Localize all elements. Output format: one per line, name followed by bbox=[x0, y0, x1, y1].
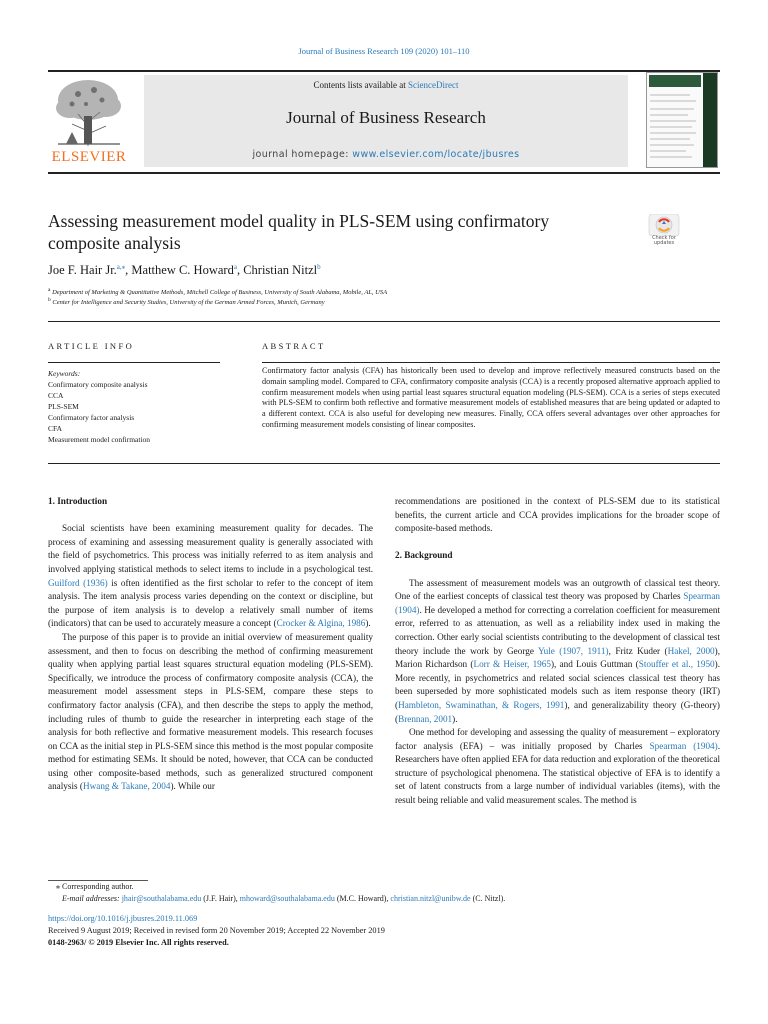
masthead-bottom-rule bbox=[48, 172, 720, 174]
author-separator: , bbox=[125, 263, 132, 277]
abstract-rule bbox=[262, 362, 720, 363]
author-list bbox=[48, 263, 321, 278]
paragraph-text: The assessment of measurement models was an outgrowth of classical test theory. One of the earliest concepts of classical test theory was proposed by Charles bbox=[395, 577, 720, 602]
journal-cover-thumbnail[interactable] bbox=[646, 72, 718, 168]
paragraph-text: , Fritz Kuder ( bbox=[608, 645, 668, 656]
cover-header-block bbox=[649, 75, 701, 87]
journal-name: Journal of Business Research bbox=[286, 108, 486, 127]
citation-link[interactable]: Hwang & Takane, 2004 bbox=[82, 781, 171, 792]
elsevier-tree-icon bbox=[48, 76, 130, 148]
body-column-left bbox=[48, 495, 373, 794]
footnote-rule bbox=[48, 880, 148, 881]
masthead-top-rule bbox=[48, 70, 720, 72]
copyright-notice: 0148-2963/ © 2019 Elsevier Inc. All rights reserved. bbox=[48, 938, 229, 947]
affiliation-a bbox=[48, 286, 668, 296]
corresponding-author-note: ⁎ Corresponding author. bbox=[56, 882, 134, 891]
contents-prefix: Contents lists available at bbox=[313, 80, 408, 90]
citation-link[interactable]: Hambleton, Swaminathan, & Rogers, 1991 bbox=[398, 699, 565, 710]
author-affiliation-marker[interactable]: a bbox=[233, 262, 237, 271]
paragraph-intro-2 bbox=[48, 631, 373, 794]
keyword-item: Measurement model confirmation bbox=[48, 435, 151, 444]
paragraph-intro-1 bbox=[48, 522, 373, 631]
paragraph-background-2 bbox=[395, 726, 720, 808]
affiliation-text: Center for Intelligence and Security Studies, University of the German Armed Forces, Munich, Germany bbox=[52, 299, 325, 306]
paragraph-text: ). bbox=[452, 713, 458, 724]
section-heading-introduction: 1. Introduction bbox=[48, 496, 108, 506]
paragraph-text: One method for developing and assessing the quality of measurement – exploratory factor analysis (EFA) – was initially proposed by Charles bbox=[395, 727, 720, 751]
cover-side-stripe bbox=[703, 73, 717, 168]
homepage-link[interactable]: www.elsevier.com/locate/jbusres bbox=[352, 149, 520, 160]
paragraph-text: ). More recently, in psychometrics and related social sciences classical test theory has been superseded by more sophisticated models such as item response theory (IRT) ( bbox=[395, 659, 720, 710]
cover-text-lines bbox=[650, 91, 700, 165]
email-link[interactable]: jhair@southalabama.edu bbox=[121, 894, 202, 903]
paragraph-text: is often identified as the first scholar to refer to the concept of item analysis. The item analysis process varies depending on the context or discipline, but the purpose of item analysis is to develop a relatively small number of items (indicators) that can be used to accurately measure a concept ( bbox=[48, 577, 373, 629]
abstract-heading: ABSTRACT bbox=[262, 341, 326, 351]
elsevier-logo bbox=[48, 76, 130, 166]
elsevier-wordmark: ELSEVIER bbox=[51, 149, 127, 165]
citation-link[interactable]: Crocker & Algina, 1986 bbox=[276, 618, 366, 629]
abstract-text: Confirmatory factor analysis (CFA) has historically been used to develop and improve reflectively measured constructs based on the domain sampling model. Compared to CFA, confirmatory composite analysis (CCA) is a recently proposed alternative approach applied to confirm measurement models when using partial least squares structural equation modeling (PLS-SEM). CCA is a series of steps executed with PLS-SEM to confirm both reflective and formative measurement models of established measures that are being updated or adapted to a different context. CCA is also useful for developing new measures. Finally, CCA offers several advantages over other approaches for confirming measurement models consisting of linear composites. bbox=[262, 366, 720, 429]
keyword-item: CCA bbox=[48, 391, 64, 400]
email-link[interactable]: christian.nitzl@unibw.de bbox=[390, 894, 471, 903]
keyword-item: PLS-SEM bbox=[48, 402, 79, 411]
keyword-item: CFA bbox=[48, 424, 63, 433]
email-owner: (C. Nitzl). bbox=[470, 894, 506, 903]
citation-link[interactable]: Lorr & Heiser, 1965 bbox=[473, 659, 551, 670]
paragraph-intro-2-continued bbox=[395, 495, 720, 536]
citation-link[interactable]: Yule (1907, 1911) bbox=[538, 645, 609, 656]
paragraph-background-1 bbox=[395, 577, 720, 727]
citation-link[interactable]: Spearman (1904) bbox=[395, 591, 720, 615]
received-dates: Received 9 August 2019; Received in revised form 20 November 2019; Accepted 22 November 2019 bbox=[48, 926, 385, 935]
paragraph-text: ), Marion Richardson ( bbox=[395, 645, 721, 670]
homepage-label: journal homepage: bbox=[252, 149, 353, 160]
doi-link[interactable]: https://doi.org/10.1016/j.jbusres.2019.11.069 bbox=[48, 914, 198, 923]
keywords-list bbox=[48, 379, 150, 445]
check-updates-icon bbox=[646, 214, 682, 236]
author-affiliation-marker[interactable]: b bbox=[317, 262, 321, 271]
keywords-label: Keywords: bbox=[48, 369, 81, 378]
citation-link[interactable]: Hakel, 2000 bbox=[667, 645, 715, 656]
article-title: Assessing measurement model quality in PLS-SEM using confirmatory composite analysis bbox=[48, 211, 550, 253]
keyword-item: Confirmatory composite analysis bbox=[48, 380, 148, 389]
affiliation-key: a bbox=[48, 286, 51, 293]
article-info-rule bbox=[48, 362, 220, 363]
paragraph-text: ). bbox=[365, 618, 371, 629]
affiliation-key: b bbox=[48, 296, 51, 303]
article-meta-top-rule bbox=[48, 321, 720, 322]
paragraph-text: . He developed a method for correcting a correlation coefficient for measurement error, referred to as attenuation, as well as a reliability index used in making the correction. Other early social scientists contributing to the development of classical test theory include the work by George bbox=[395, 604, 720, 656]
masthead-banner bbox=[144, 75, 628, 167]
author-name[interactable]: Matthew C. Howard bbox=[131, 263, 234, 277]
check-updates-label: Check for updates bbox=[652, 235, 676, 246]
paragraph-text: ). While our bbox=[170, 781, 215, 792]
journal-reference[interactable]: Journal of Business Research 109 (2020) 101–110 bbox=[298, 46, 470, 56]
paragraph-text: ), and generalizability theory (G-theory) ( bbox=[395, 699, 720, 724]
citation-link[interactable]: Brennan, 2001 bbox=[398, 713, 453, 724]
citation-link[interactable]: Stouffer et al., 1950 bbox=[638, 659, 715, 670]
article-info-heading: ARTICLE INFO bbox=[48, 341, 135, 351]
paragraph-text: recommendations are positioned in the context of PLS-SEM due to its statistical benefits, the current article and CCA provides implications for the broader scope of composite-based methods. bbox=[395, 496, 720, 534]
author-name[interactable]: Christian Nitzl bbox=[243, 263, 318, 277]
body-column-right bbox=[395, 495, 720, 808]
journal-homepage-line bbox=[144, 149, 628, 160]
email-list bbox=[122, 894, 506, 903]
email-link[interactable]: mhoward@southalabama.edu bbox=[239, 894, 335, 903]
keyword-item: Confirmatory factor analysis bbox=[48, 413, 135, 422]
section-heading-background: 2. Background bbox=[395, 550, 453, 561]
paragraph-text: . Researchers have often applied EFA for data reduction and exploration of the theoretical structure of psychological phenomena. The statistical objective of EFA is to identify a set of latent constructs from a large number of individual variables (items), with the result being reliable and valid measurement scales. The method is bbox=[395, 740, 720, 806]
author-affiliation-marker[interactable]: a,⁎ bbox=[116, 262, 126, 271]
paragraph-text: The purpose of this paper is to provide an initial overview of measurement quality assessment, and then to focus on describing the method of confirming measurement quality when applying partial least squares structural equation modeling (PLS-SEM). Specifically, we introduce the process of confirmatory composite analysis (CCA), the measurement model assessment steps in PLS-SEM, compare these steps to confirmatory factor analysis (CFA), and then describe the steps to apply the method, including rules of thumb to guide the researcher in interpreting each stage of the analysis for both reflective and formative measurement models. This research focuses on CCA as the initial step in PLS-SEM since this method is the most popular composite method for estimating SEMs. It should be noted, however, that CCA can be conducted using other composite-based methods, such as generalized structured component analysis ( bbox=[48, 631, 373, 792]
author-separator: , bbox=[236, 263, 244, 277]
email-label: E-mail addresses: bbox=[62, 894, 122, 903]
contents-available-line bbox=[144, 80, 628, 90]
citation-link[interactable]: Guilford (1936) bbox=[48, 577, 108, 588]
affiliation-b bbox=[48, 296, 668, 306]
check-for-updates-badge[interactable] bbox=[646, 214, 682, 250]
email-owner: (J.F. Hair), bbox=[201, 894, 240, 903]
author-name[interactable]: Joe F. Hair Jr. bbox=[48, 263, 117, 277]
email-addresses-note bbox=[62, 894, 505, 903]
sciencedirect-link[interactable]: ScienceDirect bbox=[408, 80, 459, 90]
affiliation-text: Department of Marketing & Quantitative Methods, Mitchell College of Business, University of South Alabama, Mobile, AL, USA bbox=[52, 289, 388, 296]
email-owner: (M.C. Howard), bbox=[334, 894, 391, 903]
citation-link[interactable]: Spearman (1904) bbox=[649, 740, 718, 751]
paragraph-text: ), and Louis Guttman ( bbox=[550, 659, 639, 670]
article-meta-bottom-rule bbox=[48, 463, 720, 464]
paragraph-text: Social scientists have been examining measurement quality for decades. The process of examining and assessing measurement quality is generally associated with the field of psychometrics. This process was initially referred to as item analysis and involved applying statistical methods to select items to include in a psychological test. bbox=[48, 523, 373, 574]
